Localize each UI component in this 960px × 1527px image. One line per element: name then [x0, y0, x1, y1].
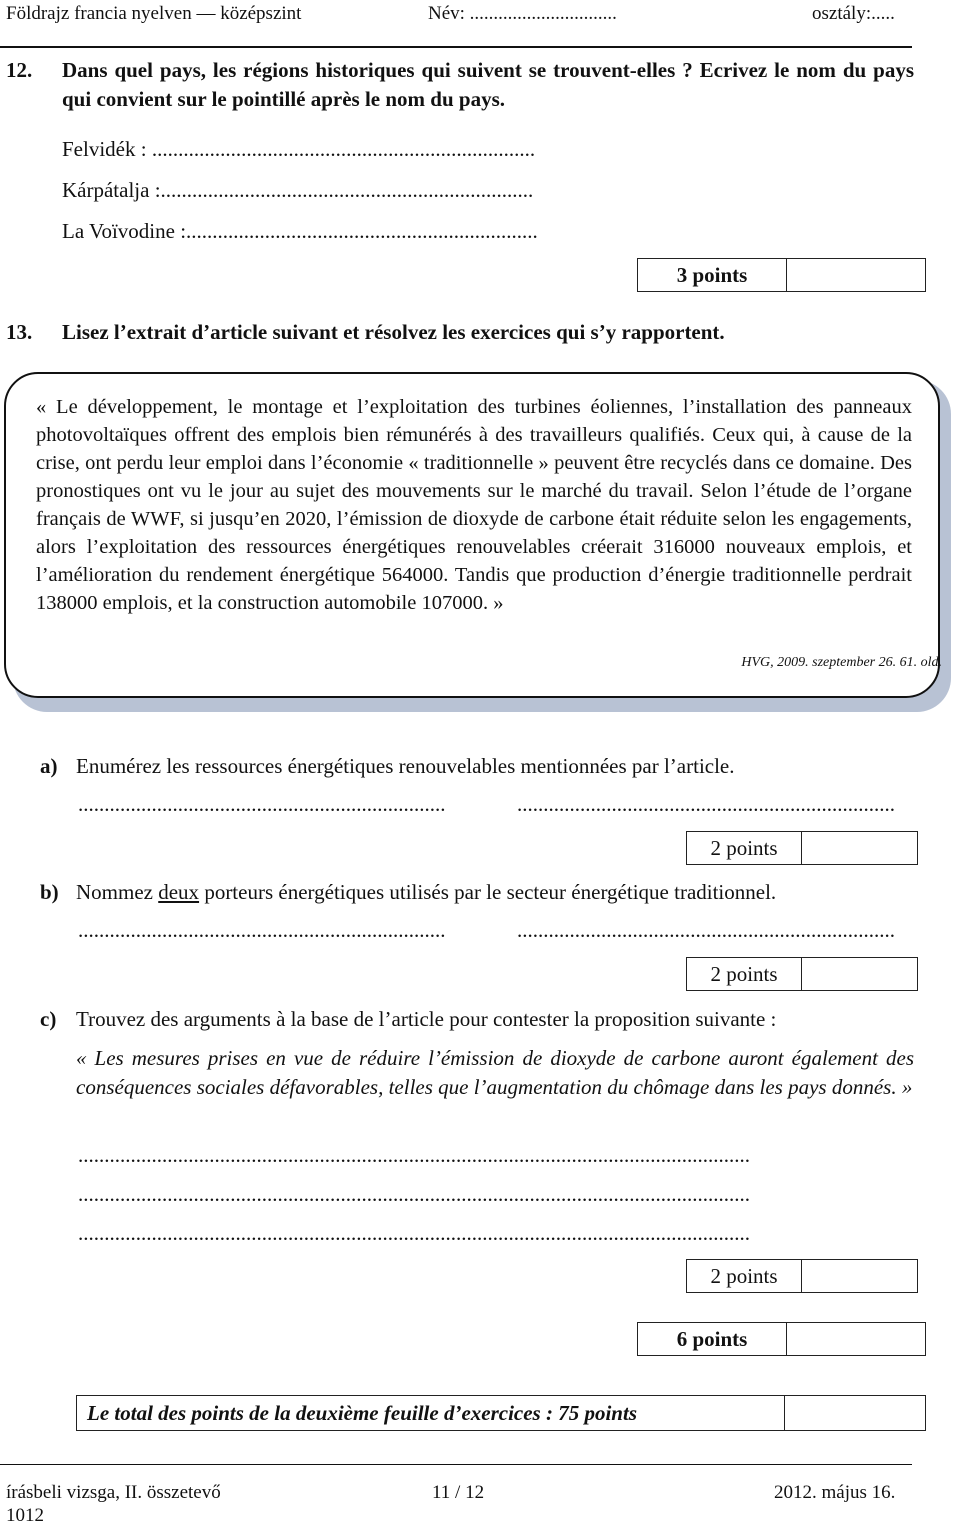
q13b-answer-line-2[interactable]: ........................................................................	[517, 918, 895, 942]
q13-total-points-box	[637, 1322, 926, 1356]
footer-page-number: 11 / 12	[432, 1482, 485, 1503]
q13b-points-box	[686, 957, 918, 991]
header-rule	[0, 46, 912, 48]
q13c-answer-line-2[interactable]: ................................................................................................................................	[78, 1182, 750, 1206]
q13b-points-label: 2 points	[687, 958, 802, 990]
q13c-quote: « Les mesures prises en vue de réduire l’émission de dioxyde de carbone auront également des conséquences sociales défavorables, telles que l’augmentation du chômage dans les pays donnés. »	[76, 1046, 914, 1099]
grand-total-score-cell[interactable]	[785, 1396, 925, 1430]
q13-number: 13.	[6, 320, 33, 344]
q13b-score-cell[interactable]	[802, 958, 917, 990]
q13a-answer-line-1[interactable]: ......................................................................	[78, 792, 446, 816]
q13b-label: b)	[40, 880, 59, 904]
q13b-text-before: Nommez	[76, 880, 159, 904]
q12-points-box	[637, 258, 926, 292]
footer-code: 1012	[6, 1505, 44, 1526]
q13c-score-cell[interactable]	[802, 1260, 917, 1292]
q13b-text-after: porteurs énergétiques utilisés par le secteur énergétique traditionnel.	[199, 880, 777, 904]
q13c-answer-line-3[interactable]: ................................................................................................................................	[78, 1221, 750, 1245]
grand-total-box	[76, 1395, 926, 1431]
q12-number: 12.	[6, 58, 33, 82]
article-text: « Le développement, le montage et l’exploitation des turbines éoliennes, l’installation des panneaux photovoltaïques offrent des emplois bien rémunérés à des travailleurs qualifiés. Ceux qui, à cause de la crise, ont perdu leur emploi dans l’économie « traditionnelle » peuvent être recyclés dans ce domaine. Des pronostiques ont vu le jour au sujet des mouvements sur le marché du travail. Selon l’étude de l’organe français de WWF, si jusqu’en 2020, l’émission de dioxyde de carbone était réduite selon les engagements, alors l’exploitation des ressources énergétiques renouvelables créerait 316000 nouveaux emplois, et l’amélioration du rendement énergétique 564000. Tandis que production d’énergie traditionnelle perdrait 138000 emplois, et la construction automobile 107000. »	[36, 396, 912, 614]
grand-total-label: Le total des points de la deuxième feuille d’exercices : 75 points	[77, 1396, 785, 1430]
q13a-points-box	[686, 831, 918, 865]
q13c-points-box	[686, 1259, 918, 1293]
q13c-points-label: 2 points	[687, 1260, 802, 1292]
q13c-text: Trouvez des arguments à la base de l’article pour contester la proposition suivante :	[76, 1007, 777, 1031]
q13a-score-cell[interactable]	[802, 832, 917, 864]
q13b-answer-line-1[interactable]: ......................................................................	[78, 918, 446, 942]
footer-left: írásbeli vizsga, II. összetevő	[6, 1482, 221, 1503]
q13a-text: Enumérez les ressources énergétiques renouvelables mentionnées par l’article.	[76, 754, 735, 778]
q13c-answer-line-1[interactable]: ................................................................................................................................	[78, 1143, 750, 1167]
header-name-field: Név: ...............................	[428, 3, 617, 24]
q13-total-score-cell[interactable]	[787, 1323, 925, 1355]
q12-text: Dans quel pays, les régions historiques qui suivent se trouvent-elles ? Ecrivez le nom du pays qui convient sur le pointillé après le nom du pays.	[62, 58, 914, 111]
q12-item-karpatalja[interactable]: Kárpátalja :.......................................................................	[62, 178, 534, 202]
q13a-points-label: 2 points	[687, 832, 802, 864]
q12-score-cell[interactable]	[787, 259, 925, 291]
header-class-field: osztály:.....	[812, 3, 895, 24]
q13b-text-underlined: deux	[158, 880, 200, 904]
header-subject: Földrajz francia nyelven — középszint	[6, 3, 302, 24]
footer-rule	[0, 1464, 912, 1465]
q13a-answer-line-2[interactable]: ........................................................................	[517, 792, 895, 816]
q12-points-label: 3 points	[638, 259, 787, 291]
q13-text: Lisez l’extrait d’article suivant et résolvez les exercices qui s’y rapportent.	[62, 320, 725, 344]
q13b-text	[76, 878, 776, 907]
q13a-label: a)	[40, 754, 58, 778]
footer-date: 2012. május 16.	[774, 1482, 896, 1503]
q13-total-points-label: 6 points	[638, 1323, 787, 1355]
q12-item-felvidek[interactable]: Felvidék : .........................................................................	[62, 137, 536, 161]
q12-item-voivodine[interactable]: La Voïvodine :...................................................................	[62, 219, 538, 243]
article-source: HVG, 2009. szeptember 26. 61. old.	[741, 655, 942, 670]
q13c-label: c)	[40, 1007, 57, 1031]
